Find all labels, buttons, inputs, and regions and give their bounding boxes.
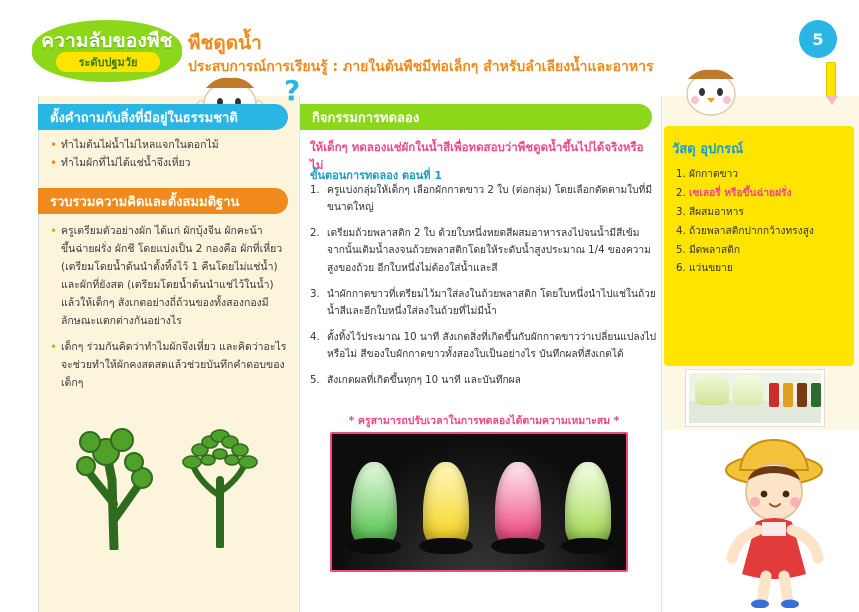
- list-item: [310, 225, 658, 276]
- list-item: 1. ผักกาดขาว: [676, 169, 739, 180]
- section-title-materials: วัสดุ อุปกรณ์: [672, 141, 744, 157]
- pencil-icon: [826, 62, 836, 98]
- material-label: แว่นขยาย: [688, 263, 733, 275]
- activity-lead-text: ให้เด็กๆ ทดลองแช่ผักในน้ำสีเพื่อทดสอบว่าพืชดูดน้ำขึ้นไปได้จริงหรือไม่: [310, 140, 644, 173]
- teacher-note: * ครูสามารถปรับเวลาในการทดลองได้ตามความเหมาะสม *: [348, 415, 620, 427]
- column-divider-middle: [299, 96, 300, 612]
- section-title-questions: ตั้งคำถามกับสิ่งที่มีอยู่ในธรรมชาติ: [38, 104, 288, 130]
- mascot-bird-right-icon: [676, 62, 746, 120]
- hypothesis-list: [48, 222, 292, 400]
- list-item: [310, 372, 658, 389]
- list-item: 6. แว่นขยาย: [676, 263, 733, 275]
- step-text: เตรียมถ้วยพลาสติก 2 ใบ ด้วยใบหนึ่งหยดสีผสมอาหารลงไปจนน้ำมีสีเข้ม จากนั้นเติมน้ำลงจนถ้วยพลาสติกโดยให้ระดับน้ำสูงประมาณ 1/4 ของความสูงของถ้วย อีกใบหนึ่งไม่ต้องใส่น้ำและสี: [327, 228, 651, 274]
- list-item: [310, 286, 658, 320]
- celery-illustration-left: [68, 400, 164, 550]
- step-number: 3.: [310, 288, 320, 300]
- list-item: • ทำไมผักที่ไม่ได้แช่น้ำจึงเหี่ยว: [48, 154, 288, 172]
- logo-title: ความลับของพืช: [41, 30, 173, 52]
- step-number: 4.: [310, 331, 320, 343]
- step-number: 2.: [310, 228, 320, 240]
- step-number: 1.: [310, 185, 320, 196]
- material-label: ผักกาดขาว: [688, 169, 739, 180]
- material-label: สีผสมอาหาร: [688, 206, 744, 218]
- step-text: สังเกตผลที่เกิดขึ้นทุกๆ 10 นาที และบันทึกผล: [327, 375, 521, 387]
- material-label: ถ้วยพลาสติกปากกว้างทรงสูง: [688, 225, 814, 237]
- page-title: พืชดูดน้ำ: [188, 32, 262, 54]
- material-label: เซเลอรี่ หรือขึ้นฉ่ายฝรั่ง: [688, 187, 792, 199]
- step-text: นำผักกาดขาวที่เตรียมไว้มาใส่ลงในถ้วยพลาสติก โดยใบหนึ่งนำไปแช่ในถ้วยน้ำสีและอีกใบหนึ่งใส่ลงในถ้วยที่ไม่มีน้ำ: [327, 288, 656, 317]
- list-item: [310, 329, 658, 363]
- experiment-photo: [330, 432, 628, 572]
- page-subtitle: ประสบการณ์การเรียนรู้ : ภายในต้นพืชมีท่อเล็กๆ สำหรับลำเลียงน้ำและอาหาร: [188, 59, 654, 75]
- list-item: • ทำไมต้นไผ่น้ำไม่ไหลแจกในดอกไม้: [48, 136, 288, 154]
- cabbage-green: [346, 462, 402, 554]
- column-divider-left: [38, 96, 39, 612]
- celery-illustration-right: [180, 408, 262, 548]
- question-mark-icon: ?: [284, 74, 301, 107]
- list-item: [310, 182, 658, 216]
- cabbage-yellow: [418, 462, 474, 554]
- step-text: ครูแบ่งกลุ่มให้เด็กๆ เลือกผักกาดขาว 2 ใบ (ต่อกลุ่ม) โดยเลือกตัดตามใบที่มีขนาดใหญ่: [327, 185, 653, 214]
- page-number-badge: 5: [799, 20, 837, 58]
- cabbage-natural: [560, 462, 616, 554]
- steps-list: [310, 182, 658, 398]
- list-item: 4. ถ้วยพลาสติกปากกว้างทรงสูง: [676, 225, 814, 237]
- list-item: • ครูเตรียมตัวอย่างผัก ได้แก่ ผักบุ้งจีน ผักคะน้า ขึ้นฉ่ายฝรั่ง ผักชี โดยแบ่งเป็น 2 กองคือ ผักที่เหี่ยว (เตรียมโดยน้ำด้นนำตั้งทิ้งไว้ 1 คืนโดยไม่แช่น้ำ) และผักที่ยังสด (เตรียมโดยน้ำด้นนำแช่ไว้ในน้ำ) แล้วให้เด็กๆ สังเกตอย่างถี่ถ้วนของทั้งสองกองมีลักษณะแตกต่างกันอย่างไร: [48, 222, 292, 330]
- list-item: • เด็กๆ ร่วมกันคิดว่าทำไมผักจึงเหี่ยว และคิดว่าอะไรจะช่วยทำให้ผักคงสดสดแล้วช่วยบันทึกคำตอบของเด็กๆ: [48, 338, 292, 392]
- mascot-girl-icon: [700, 430, 850, 608]
- materials-list: [676, 166, 852, 279]
- material-label: มีดพลาสติก: [688, 244, 740, 256]
- list-item: 3. สีผสมอาหาร: [676, 206, 744, 218]
- steps-heading: ขั้นตอนการทดลอง ตอนที่ 1: [310, 169, 442, 182]
- section-title-activity: กิจกรรมการทดลอง: [300, 104, 652, 130]
- section-title-hypothesis: รวบรวมความคิดและตั้งสมมติฐาน: [38, 188, 288, 214]
- cabbage-pink: [490, 462, 546, 554]
- logo-subtitle: ระดับปฐมวัย: [56, 52, 160, 72]
- step-text: ตั้งทิ้งไว้ประมาณ 10 นาที สังเกตสิ่งที่เกิดขึ้นกับผักกาดขาวว่าเปลี่ยนแปลงไปหรือไม่ สีของใบผักกาดขาวทั้งสองใบเป็นอย่างไร บันทึกผลที่สังเกตได้: [327, 331, 657, 361]
- materials-photo: [686, 370, 824, 426]
- question-list: [48, 136, 288, 173]
- list-item: 5. มีดพลาสติก: [676, 244, 740, 256]
- step-number: 5.: [310, 375, 320, 387]
- list-item: 2. เซเลอรี่ หรือขึ้นฉ่ายฝรั่ง: [676, 187, 792, 199]
- column-divider-right: [661, 96, 662, 612]
